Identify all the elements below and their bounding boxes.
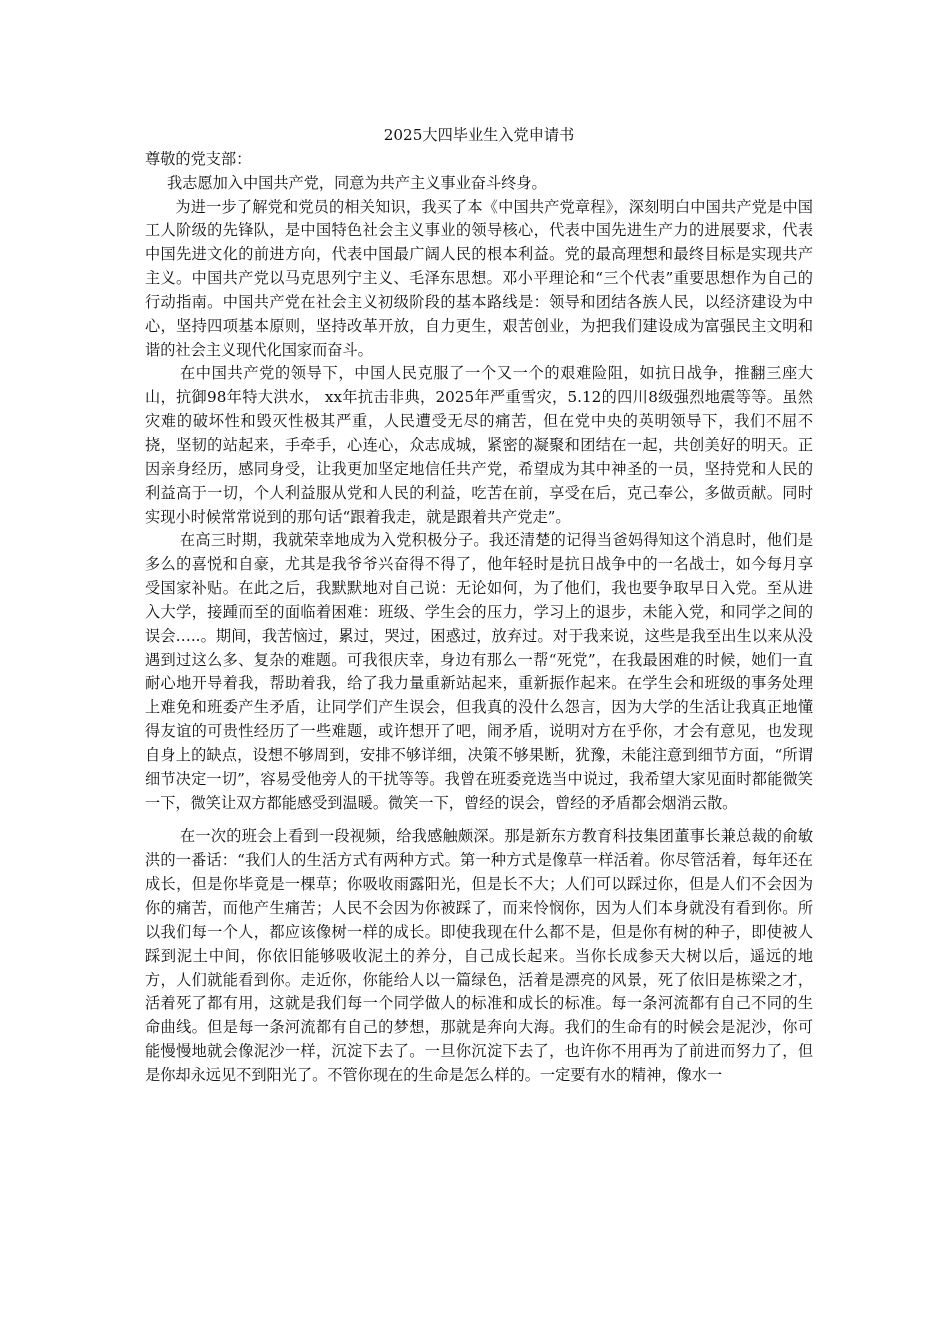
- salutation: 尊敬的党支部：: [145, 149, 252, 168]
- paragraph-party-knowledge: 为进一步了解党和党员的相关知识，我买了本《中国共产党章程》，深刻明白中国共产党是中国工人阶级的先锋队，是中国特色社会主义事业的领导核心，代表中国先进生产力的进展要求，代表中国先进文化的前进方向，代表中国最广阔人民的根本利益。党的最高理想和最终目标是实现共产主义。中国共产党以马克思列宁主义、毛泽东思想。邓小平理论和“三个代表”重要思想作为自己的行动指南。中国共产党在社会主义初级阶段的基本路线是：领导和团结各族人民，以经济建设为中心，坚持四项基本原则，坚持改革开放，自力更生，艰苦创业，为把我们建设成为富强民主文明和谐的社会主义现代化国家而奋斗。: [145, 197, 813, 359]
- document-page: [145, 124, 813, 1088]
- document-title: 2025大四毕业生入党申请书: [383, 126, 575, 144]
- paragraph-class-meeting-video: 在一次的班会上看到一段视频，给我感触颇深。那是新东方教育科技集团董事长兼总裁的俞敏洪的一番话：“我们人的生活方式有两种方式。第一种方式是像草一样活着。你尽管活着，每年还在成长，但是你毕竟是一棵草；你吸收雨露阳光，但是长不大；人们可以踩过你，但是人们不会因为你的痛苦，而他产生痛苦；人民不会因为你被踩了，而来怜悯你，因为人们本身就没有看到你。所以我们每一个人，都应该像树一样的成长。即使我现在什么都不是，但是你有树的种子，即使被人踩到泥土中间，你依旧能够吸收泥土的养分，自己成长起来。当你长成参天大树以后，遥远的地方，人们就能看到你。走近你，你能给人以一篇绿色，活着是漂亮的风景，死了依旧是栋梁之才，活着死了都有用，这就是我们每一个同学做人的标准和成长的标准。每一条河流都有自己不同的生命曲线。但是每一条河流都有自己的梦想，那就是奔向大海。我们的生命有的时候会是泥沙，你可能慢慢地就会像泥沙一样，沉淀下去了。一旦你沉淀下去了，也许你不用再为了前进而努力了，但是你却永远见不到阳光了。不管你现在的生命是怎么样的。一定要有水的精神，像水一: [145, 827, 813, 1084]
- paragraph-personal-experience: 在高三时期，我就荣幸地成为入党积极分子。我还清楚的记得当爸妈得知这个消息时，他们是多么的喜悦和自豪，尤其是我爷爷兴奋得不得了，他年轻时是抗日战争中的一名战士，如今每月享受国家补贴。在此之后，我默默地对自己说：无论如何，为了他们，我也要争取早日入党。至从进入大学，接踵而至的面临着困难：班级、学生会的压力，学习上的退步，未能入党，和同学之间的误会…..。期间，我苦恼过，累过，哭过，困惑过，放弃过。对于我来说，这些是我至出生以来从没遇到过这么多、复杂的难题。可我很庆幸，身边有那么一帮“死党”，在我最困难的时候，她们一直耐心地开导着我，帮助着我，给了我力量重新站起来，重新振作起来。在学生会和班级的事务处理上难免和班委产生矛盾，让同学们产生误会，但我真的没什么怨言，因为大学的生活让我真正地懂得友谊的可贵性经历了一些难题，或许想开了吧，闹矛盾，说明对方在乎你，才会有意见，也发现自身上的缺点，设想不够周到，安排不够详细，决策不够果断，犹豫，未能注意到细节方面，“所谓细节决定一切”，容易受他旁人的干扰等等。我曾在班委竞选当中说过，我希望大家见面时都能微笑一下，微笑让双方都能感受到温暖。微笑一下，曾经的误会，曾经的矛盾都会烟消云散。: [145, 531, 813, 812]
- paragraph-oath: 我志愿加入中国共产党，同意为共产主义事业奋斗终身。: [167, 173, 547, 192]
- paragraph-party-leadership: 在中国共产党的领导下，中国人民克服了一个又一个的艰难险阻，如抗日战争，推翻三座大山，抗御98年特大洪水， xx年抗击非典，2025年严重雪灾，5.12的四川8级强烈地震等等。虽然灾难的破坏性和毁灭性极其严重，人民遭受无尽的痛苦，但在党中央的英明领导下，我们不屈不挠，坚韧的站起来，手牵手，心连心，众志成城，紧密的凝聚和团结在一起，共创美好的明天。正因亲身经历，感同身受，让我更加坚定地信任共产党，希望成为其中神圣的一员，坚持党和人民的利益高于一切，个人利益服从党和人民的利益，吃苦在前，享受在后，克己奉公，多做贡献。同时实现小时候常常说到的那句话“跟着我走，就是跟着共产党走”。: [145, 364, 813, 526]
